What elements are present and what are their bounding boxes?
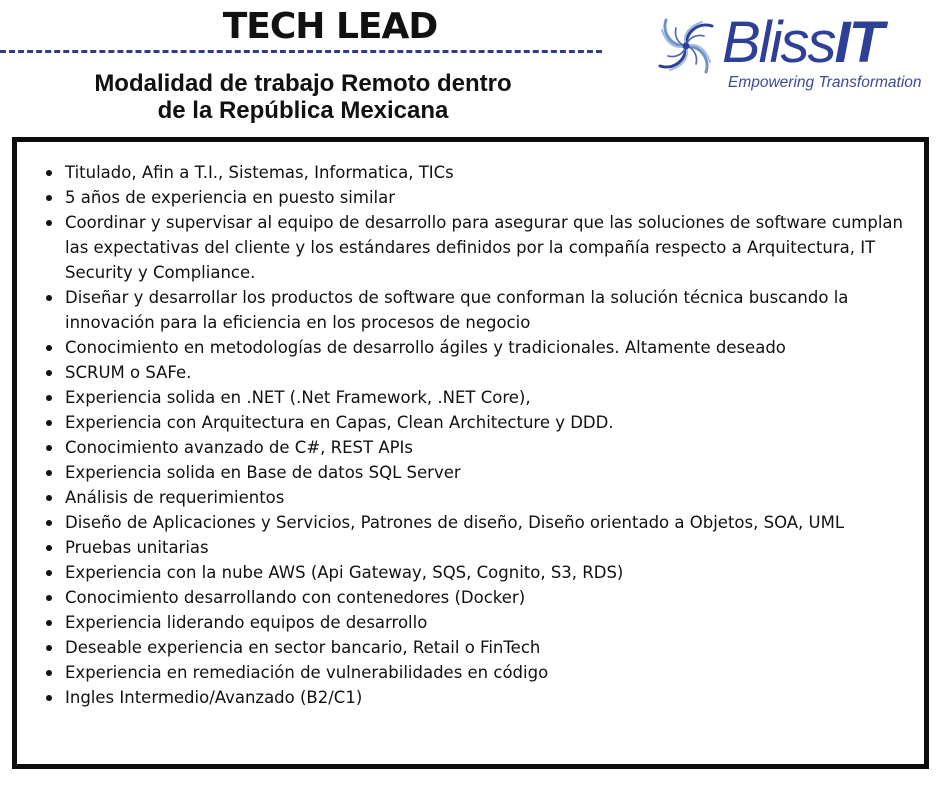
- requirement-text: Ingles Intermedio/Avanzado (B2/C1): [65, 688, 363, 707]
- requirement-text: Experiencia solida en Base de datos SQL Server: [65, 463, 461, 482]
- requirement-item: [65, 385, 907, 410]
- subtitle-line-2: de la República Mexicana: [157, 97, 449, 124]
- bullet-icon: [46, 695, 52, 701]
- requirement-item: [65, 410, 907, 435]
- bullet-icon: [46, 520, 52, 526]
- bullet-icon: [46, 195, 52, 201]
- requirement-item: [65, 460, 907, 485]
- dashed-divider: [0, 50, 602, 53]
- bullet-icon: [46, 445, 52, 451]
- bullet-icon: [46, 395, 52, 401]
- requirement-text: Titulado, Afin a T.I., Sistemas, Informatica, TICs: [65, 163, 454, 182]
- page-title: TECH LEAD: [222, 6, 438, 47]
- bullet-icon: [46, 620, 52, 626]
- bullet-icon: [46, 220, 52, 226]
- requirement-item: [65, 510, 907, 535]
- work-modality-subtitle: [40, 70, 566, 124]
- bullet-icon: [46, 570, 52, 576]
- requirement-item: [65, 610, 907, 635]
- requirement-item: [65, 185, 907, 210]
- requirement-text: Diseñar y desarrollar los productos de software que conforman la solución técnica buscando la innovación para la eficiencia en los procesos de negocio: [65, 288, 849, 332]
- bullet-icon: [46, 495, 52, 501]
- logo-word-bliss: Bliss: [722, 10, 835, 75]
- requirement-text: Análisis de requerimientos: [65, 488, 285, 507]
- logo-tagline: Empowering Transformation: [728, 74, 922, 91]
- logo-word-it: IT: [834, 10, 883, 75]
- requirement-text: Experiencia en remediación de vulnerabilidades en código: [65, 663, 549, 682]
- requirement-item: [65, 685, 907, 710]
- requirements-list: [65, 160, 907, 710]
- bullet-icon: [46, 545, 52, 551]
- blissit-logo: [652, 8, 924, 100]
- requirement-text: Coordinar y supervisar al equipo de desarrollo para asegurar que las soluciones de software cumplan las expectativas del cliente y los estándares definidos por la compañía respecto a Arquitectura, IT Security y Compliance.: [65, 213, 903, 282]
- requirement-text: Conocimiento avanzado de C#, REST APIs: [65, 438, 414, 457]
- requirement-text: Experiencia liderando equipos de desarrollo: [65, 613, 428, 632]
- bullet-icon: [46, 645, 52, 651]
- requirement-item: [65, 210, 907, 285]
- requirement-text: SCRUM o SAFe.: [65, 363, 192, 382]
- requirement-text: Deseable experiencia en sector bancario, Retail o FinTech: [65, 638, 541, 657]
- requirement-item: [65, 485, 907, 510]
- requirement-text: Conocimiento desarrollando con contenedores (Docker): [65, 588, 526, 607]
- requirement-item: [65, 285, 907, 335]
- bullet-icon: [46, 420, 52, 426]
- requirement-item: [65, 335, 907, 360]
- requirement-item: [65, 435, 907, 460]
- swirl-logo-icon: [652, 12, 720, 80]
- requirement-item: [65, 585, 907, 610]
- requirement-text: Pruebas unitarias: [65, 538, 209, 557]
- requirement-item: [65, 635, 907, 660]
- bullet-icon: [46, 595, 52, 601]
- bullet-icon: [46, 170, 52, 176]
- requirement-text: 5 años de experiencia en puesto similar: [65, 188, 396, 207]
- logo-wordmark: [722, 8, 882, 78]
- requirement-item: [65, 360, 907, 385]
- requirement-item: [65, 660, 907, 685]
- bullet-icon: [46, 670, 52, 676]
- requirement-item: [65, 535, 907, 560]
- requirement-text: Diseño de Aplicaciones y Servicios, Patrones de diseño, Diseño orientado a Objetos, SOA, UML: [65, 513, 845, 532]
- requirement-text: Experiencia solida en .NET (.Net Framework, .NET Core),: [65, 388, 531, 407]
- requirement-text: Experiencia con Arquitectura en Capas, Clean Architecture y DDD.: [65, 413, 614, 432]
- bullet-icon: [46, 370, 52, 376]
- requirements-card: [12, 137, 929, 769]
- requirement-text: Experiencia con la nube AWS (Api Gateway, SQS, Cognito, S3, RDS): [65, 563, 624, 582]
- requirement-text: Conocimiento en metodologías de desarrollo ágiles y tradicionales. Altamente deseado: [65, 338, 786, 357]
- bullet-icon: [46, 470, 52, 476]
- bullet-icon: [46, 345, 52, 351]
- bullet-icon: [46, 295, 52, 301]
- requirement-item: [65, 560, 907, 585]
- subtitle-line-1: Modalidad de trabajo Remoto dentro: [94, 70, 512, 97]
- requirement-item: [65, 160, 907, 185]
